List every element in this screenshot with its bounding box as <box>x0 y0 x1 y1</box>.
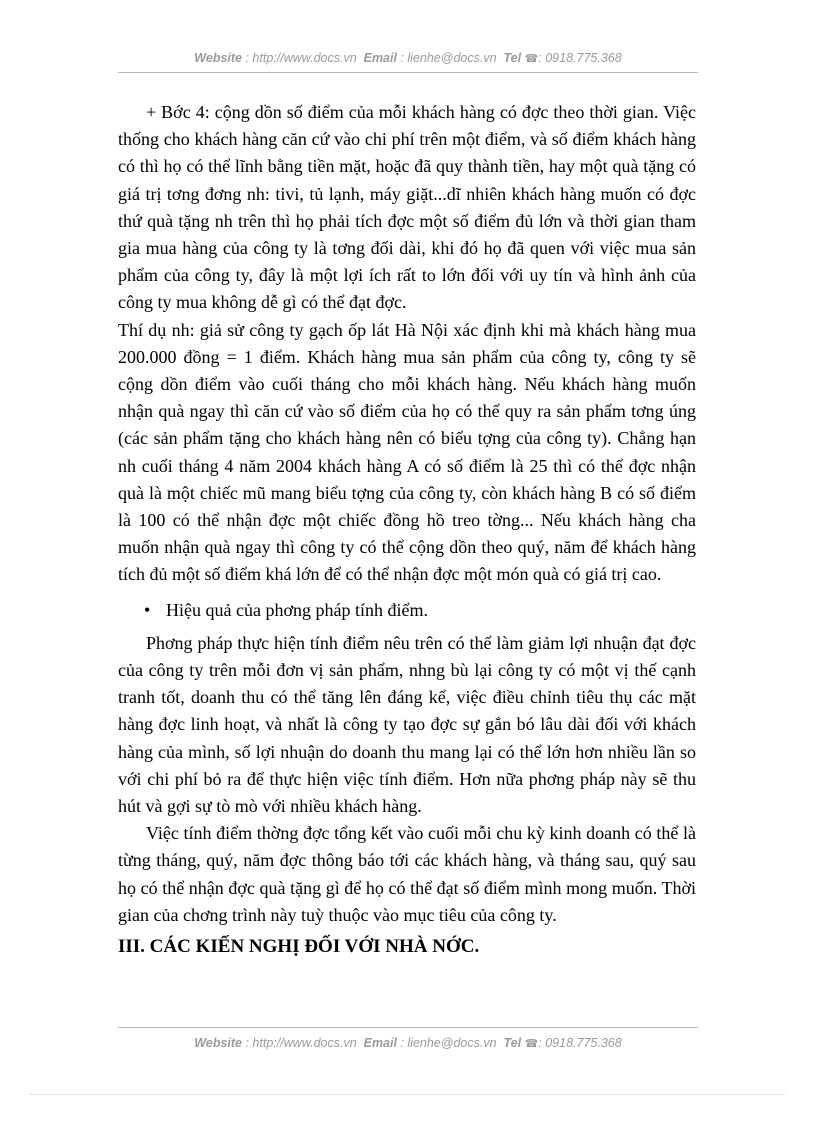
footer-tel-value: : 0918.775.368 <box>538 1036 622 1050</box>
header-email-label: Email <box>363 51 397 65</box>
phone-icon: ☎ <box>524 53 539 65</box>
footer-email-label: Email <box>363 1036 397 1050</box>
paragraph-method: Phơng pháp thực hiện tính điểm nêu trên có thể làm giảm lợi nhuận đạt đợc của công ty trên mỗi đơn vị sản phẩm, nhng bù lại công ty có một vị thế cạnh tranh tốt, doanh thu có thể tăng lên đáng kể, việc điều chỉnh tiêu thụ các mặt hàng đợc linh hoạt, và nhất là công ty tạo đợc sự gắn bó lâu dài đối với khách hàng của mình, số lợi nhuận do doanh thu mang lại có thể lớn hơn nhiều lần so với chi phí bỏ ra để thực hiện việc tính điểm. Hơn nữa phơng pháp này sẽ thu hút và gợi sự tò mò với nhiều khách hàng. <box>118 632 696 817</box>
footer-email-value[interactable]: : lienhe@docs.vn <box>400 1036 497 1050</box>
page-footer <box>118 1036 698 1050</box>
footer-divider <box>118 1027 698 1028</box>
header-divider <box>118 72 698 73</box>
bullet-item <box>118 597 696 624</box>
phone-icon: ☎ <box>524 1038 539 1050</box>
footer-website-value[interactable]: : http://www.docs.vn <box>245 1036 357 1050</box>
header-tel-label: Tel <box>503 51 522 65</box>
header-email-value[interactable]: : lienhe@docs.vn <box>400 51 497 65</box>
header-website-label: Website <box>194 51 242 65</box>
header-tel-value: : 0918.775.368 <box>538 51 622 65</box>
page-bottom-border <box>30 1094 786 1095</box>
document-body <box>118 99 696 961</box>
footer-tel-label: Tel <box>503 1036 522 1050</box>
bullet-icon: • <box>144 599 151 620</box>
paragraph-step-4: + Bớc 4: cộng dồn số điểm của mỗi khách hàng có đợc theo thời gian. Việc thống cho khách hàng căn cứ vào chi phí trên một điểm, và số điểm khách hàng có thì họ có thể lĩnh bằng tiền mặt, hoặc đã quy thành tiền, hay một quà tặng có giá trị tơng đơng nh: tivi, tủ lạnh, máy giặt...dĩ nhiên khách hàng muốn có đợc thứ quà tặng nh trên thì họ phải tích đợc một số điểm đủ lớn và thời gian tham gia mua hàng của công ty là tơng đối dài, khi đó họ đã quen với việc mua sản phẩm của công ty, đây là một lợi ích rất to lớn đối với uy tín và hình ảnh của công ty mua không dễ gì có thể đạt đợc. <box>118 102 696 313</box>
footer-website-label: Website <box>194 1036 242 1050</box>
paragraph-example: Thí dụ nh: giả sử công ty gạch ốp lát Hà Nội xác định khi mà khách hàng mua 200.000 đồng = 1 điểm. Khách hàng mua sản phẩm của công ty, công ty sẽ cộng dồn điểm vào cuối tháng cho mỗi khách hàng. Nếu khách hàng muốn nhận quà ngay thì căn cứ vào số điểm của họ có thể quy ra sản phẩm tơng úng (các sản phẩm tặng cho khách hàng nên có biểu tợng của công ty). Chẳng hạn nh cuối tháng 4 năm 2004 khách hàng A có số điểm là 25 thì có thể đợc nhận quà là một chiếc mũ mang biểu tợng của công ty, còn khách hàng B có số điểm là 100 có thể nhận đợc một chiếc đồng hồ treo tờng... Nếu khách hàng cha muốn nhận quà ngay thì công ty có thể cộng dồn theo quý, năm để khách hàng tích đủ một số điểm khá lớn để có thể nhận đợc một món quà có giá trị cao. <box>118 319 696 585</box>
page-header <box>118 51 698 65</box>
header-website-value[interactable]: : http://www.docs.vn <box>245 51 357 65</box>
section-heading: III. CÁC KIẾN NGHỊ ĐỐI VỚI NHÀ NỚC. <box>118 936 480 958</box>
bullet-text: Hiệu quả của phơng pháp tính điểm. <box>166 599 428 620</box>
paragraph-timing: Việc tính điểm thờng đợc tổng kết vào cuối mỗi chu kỳ kinh doanh có thể là từng tháng, quý, năm đợc thông báo tới các khách hàng, và tháng sau, quý sau họ có thể nhận đợc quà tặng gì để họ có thể đạt số điểm mình mong muốn. Thời gian của chơng trình này tuỳ thuộc vào mục tiêu của công ty. <box>118 823 696 925</box>
